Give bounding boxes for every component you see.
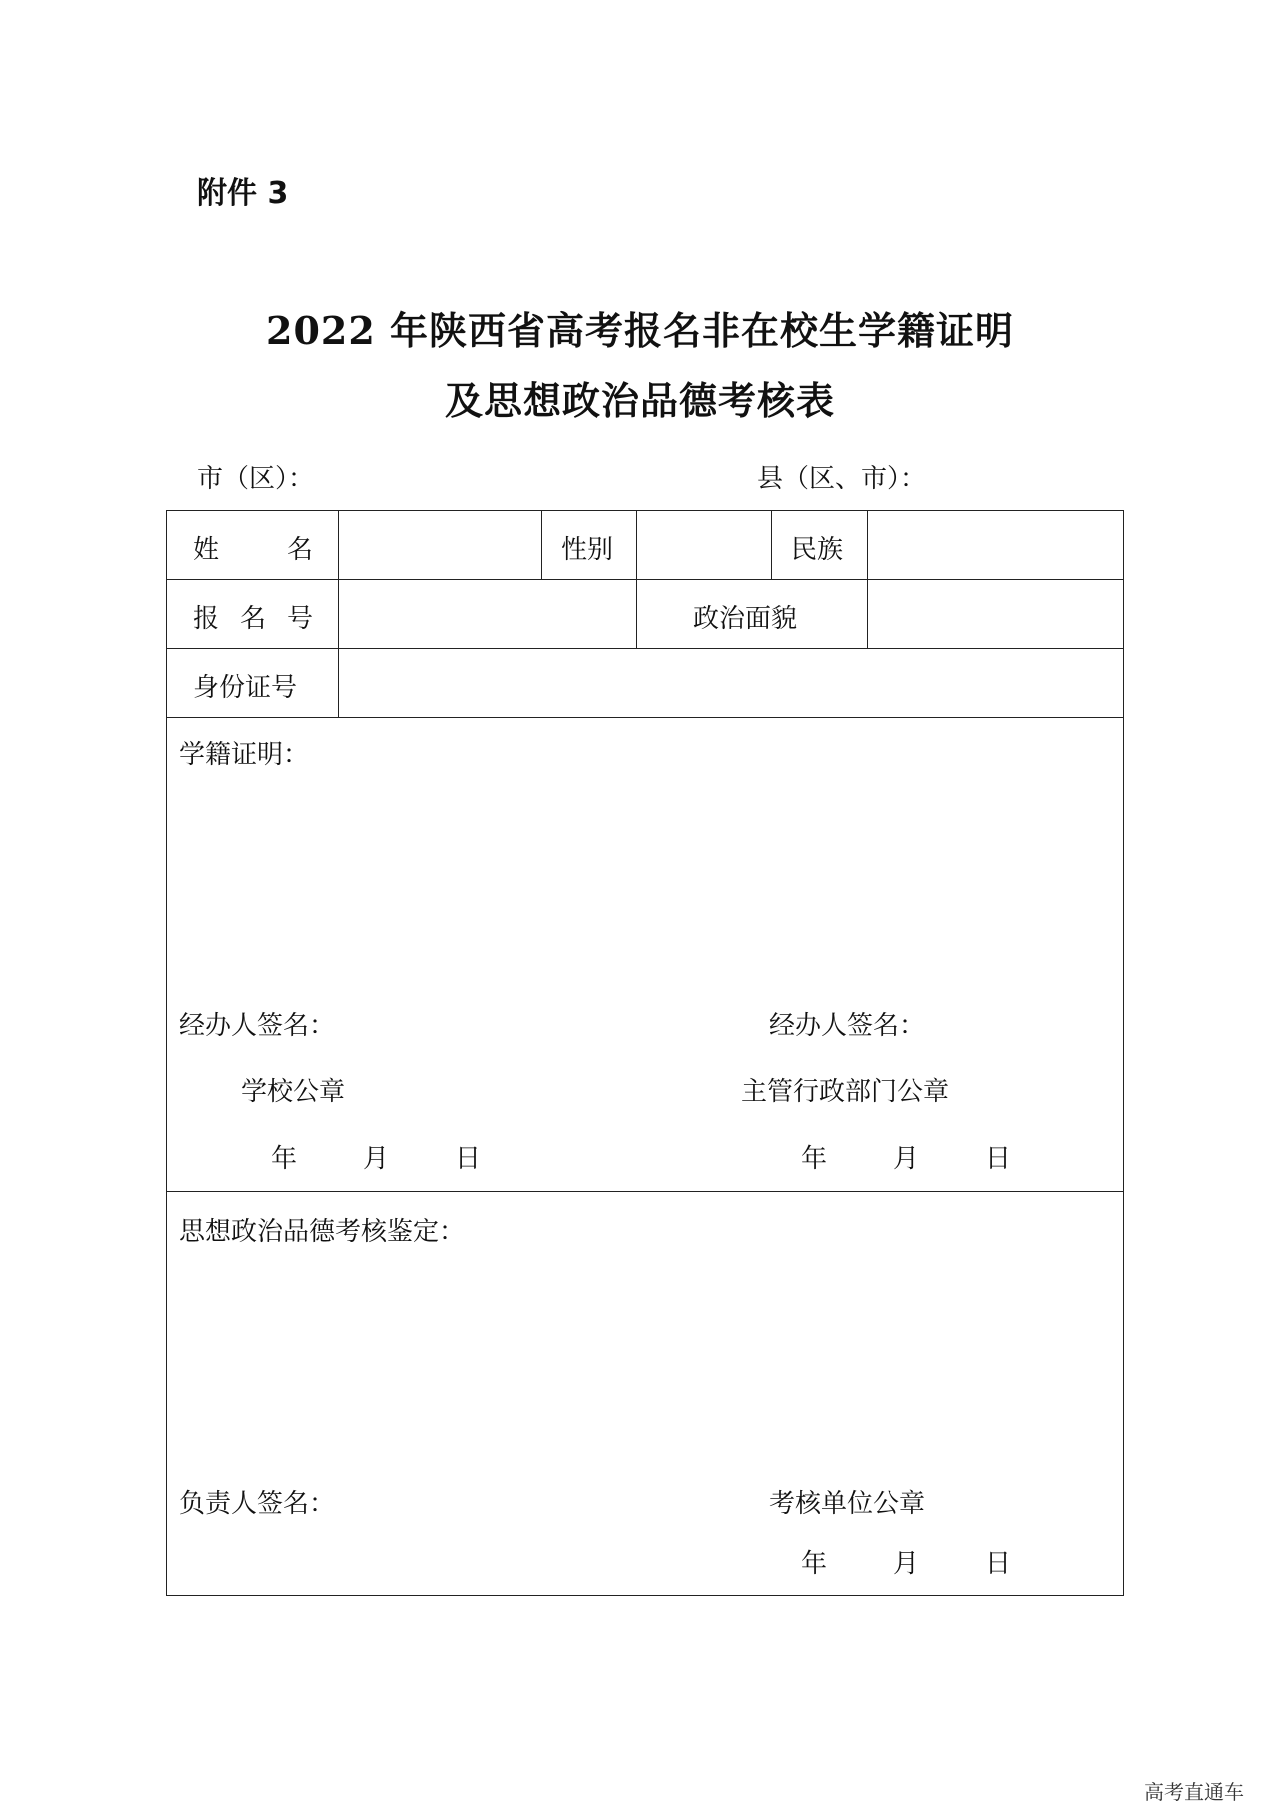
city-label: 市（区）：	[197, 464, 315, 494]
id-number-field[interactable]	[340, 649, 1123, 717]
school-seal-label: 学校公章	[241, 1077, 346, 1107]
row-divider	[167, 717, 1123, 718]
political-status-label: 政治面貌	[693, 604, 798, 634]
political-status-field[interactable]	[869, 580, 1123, 648]
admin-department-seal-label: 主管行政部门公章	[741, 1077, 950, 1107]
form-table	[166, 510, 1124, 1596]
right-date-day: 日	[985, 1144, 1012, 1174]
county-label: 县（区、市）：	[757, 464, 927, 494]
column-divider	[541, 511, 542, 579]
form-title-line-2: 及思想政治品德考核表	[444, 378, 835, 423]
ethnicity-field[interactable]	[869, 511, 1123, 579]
column-divider	[338, 511, 339, 717]
moral-date-day: 日	[985, 1549, 1012, 1579]
left-date-year: 年	[271, 1144, 298, 1174]
gender-field[interactable]	[638, 511, 770, 579]
left-date-day: 日	[455, 1144, 482, 1174]
student-status-heading: 学籍证明：	[179, 740, 310, 770]
attachment-label: 附件 3	[197, 176, 289, 211]
right-date-year: 年	[801, 1144, 828, 1174]
name-label: 姓 名	[193, 535, 313, 565]
gender-label: 性别	[561, 535, 614, 565]
left-handler-signature-label: 经办人签名：	[179, 1011, 336, 1041]
right-date-month: 月	[893, 1144, 920, 1174]
registration-number-label: 报 名 号	[193, 604, 313, 634]
registration-number-field[interactable]	[340, 580, 635, 648]
moral-date-month: 月	[893, 1549, 920, 1579]
name-field[interactable]	[340, 511, 540, 579]
moral-assessment-heading: 思想政治品德考核鉴定：	[179, 1217, 466, 1247]
ethnicity-label: 民族	[791, 535, 844, 565]
column-divider	[867, 511, 868, 648]
watermark-text: 高考直通车	[1144, 1780, 1244, 1804]
id-number-label: 身份证号	[193, 673, 298, 703]
section-divider	[167, 1191, 1123, 1192]
responsible-person-signature-label: 负责人签名：	[179, 1489, 336, 1519]
column-divider	[636, 511, 637, 648]
column-divider	[771, 511, 772, 579]
form-title-line-1: 2022 年陕西省高考报名非在校生学籍证明	[266, 308, 1014, 353]
left-date-month: 月	[363, 1144, 390, 1174]
moral-date-year: 年	[801, 1549, 828, 1579]
assessment-unit-seal-label: 考核单位公章	[769, 1489, 926, 1519]
right-handler-signature-label: 经办人签名：	[769, 1011, 926, 1041]
